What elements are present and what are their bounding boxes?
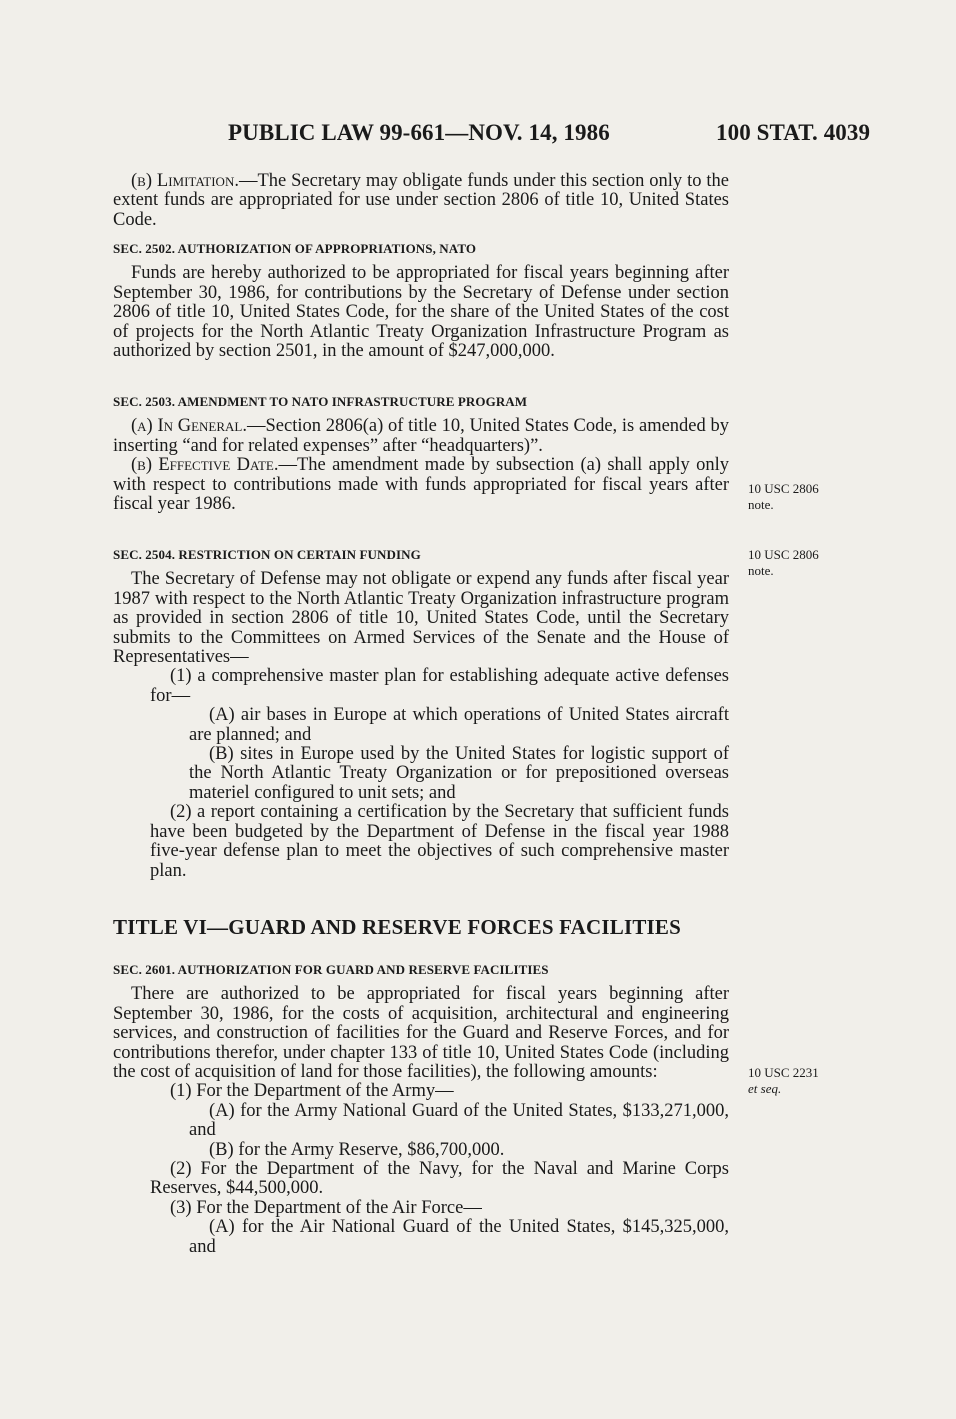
section-2504-item-2: (2) a report containing a certification by the Secretary that sufficient funds have been budgeted by the Department of Defense in the fiscal year 1988 five-year defense plan to meet the objectives of such comprehensive master plan.	[150, 802, 729, 881]
section-2502-text: Funds are hereby authorized to be appropriated for fiscal years beginning after September 30, 1986, for contributions by the Secretary of Defense under section 2806 of title 10, United States Code, for the share of the United States of the cost of projects for the North Atlantic Treaty Organization Infrastructure Program as authorized by section 2501, in the amount of $247,000,000.	[113, 263, 729, 362]
section-2504-item-1B: (B) sites in Europe used by the United States for logistic support of the North Atlantic Treaty Organization or for prepositioned overseas materiel configured to unit sets; and	[189, 744, 729, 803]
subsection-b-label: (b) Effective Date.	[131, 455, 279, 476]
section-2502	[113, 239, 729, 361]
section-2601-item-3: (3) For the Department of the Air Force—	[170, 1197, 482, 1218]
running-header-left: PUBLIC LAW 99-661—NOV. 14, 1986	[228, 120, 610, 145]
section-2601-item-3A: (A) for the Air National Guard of the United States, $145,325,000, and	[189, 1217, 729, 1257]
margin-note-usc-2231: 10 USC 2231 et seq.	[748, 1065, 819, 1096]
section-2504-item-1: (1) a comprehensive master plan for establishing adequate active defenses for—	[150, 666, 729, 706]
title-vi	[113, 915, 729, 939]
margin-note-usc-2806-b: 10 USC 2806 note.	[748, 547, 819, 578]
section-2503-heading: SEC. 2503. AMENDMENT TO NATO INFRASTRUCTURE PROGRAM	[113, 394, 528, 409]
section-2601-heading: SEC. 2601. AUTHORIZATION FOR GUARD AND RESERVE FACILITIES	[113, 962, 549, 977]
title-vi-heading: TITLE VI—GUARD AND RESERVE FORCES FACILITIES	[113, 915, 681, 939]
limitation-label: (b) Limitation.	[131, 171, 239, 191]
page-stat-number: 100 STAT. 4039	[716, 120, 871, 145]
section-2601-item-1: (1) For the Department of the Army—	[170, 1081, 454, 1102]
margin-note-usc-2806-a: 10 USC 2806 note.	[748, 481, 819, 512]
subsection-b-text: —The amendment made by subsection (a) shall apply only with respect to contributions made with funds appropriated for fiscal years after fiscal year 1986.	[113, 455, 729, 515]
limitation-text: —The Secretary may obligate funds under this section only to the extent funds are appropriated for use under section 2806 of title 10, United States Code.	[113, 171, 730, 230]
section-2601-item-1B: (B) for the Army Reserve, $86,700,000.	[209, 1139, 505, 1160]
section-2504	[113, 545, 729, 881]
section-2601-text: There are authorized to be appropriated for fiscal years beginning after September 30, 1986, for the costs of acquisition, architectural and engineering services, and construction of facilities for the Guard and Reserve Forces, and for contributions therefor, under chapter 133 of title 10, United States Code (including the cost of acquisition of land for those facilities), the following amounts:	[113, 984, 729, 1083]
section-2601-item-2: (2) For the Department of the Navy, for the Naval and Marine Corps Reserves, $44,500,000.	[150, 1159, 729, 1199]
section-2504-text: The Secretary of Defense may not obligate or expend any funds after fiscal year 1987 with respect to the North Atlantic Treaty Organization infrastructure program as provided in section 2806 of title 10, United States Code, until the Secretary submits to the Committees on Armed Services of the Senate and the House of Representatives—	[113, 569, 729, 668]
section-2601	[113, 960, 729, 1257]
section-2601-item-1A: (A) for the Army National Guard of the United States, $133,271,000, and	[189, 1100, 729, 1141]
limitation-paragraph	[113, 172, 729, 230]
section-2502-heading: SEC. 2502. AUTHORIZATION OF APPROPRIATIONS, NATO	[113, 241, 477, 256]
subsection-a-label: (a) In General.	[131, 416, 247, 437]
section-2503	[113, 392, 729, 514]
section-2503-subsection-a	[113, 417, 729, 456]
section-2503-subsection-b	[113, 456, 729, 514]
subsection-a-text: —Section 2806(a) of title 10, United States Code, is amended by inserting “and for related expenses” after “headquarters)”.	[113, 416, 729, 456]
section-2504-heading: SEC. 2504. RESTRICTION ON CERTAIN FUNDING	[113, 547, 421, 562]
section-2504-item-1A: (A) air bases in Europe at which operations of United States aircraft are planned; and	[189, 705, 729, 745]
